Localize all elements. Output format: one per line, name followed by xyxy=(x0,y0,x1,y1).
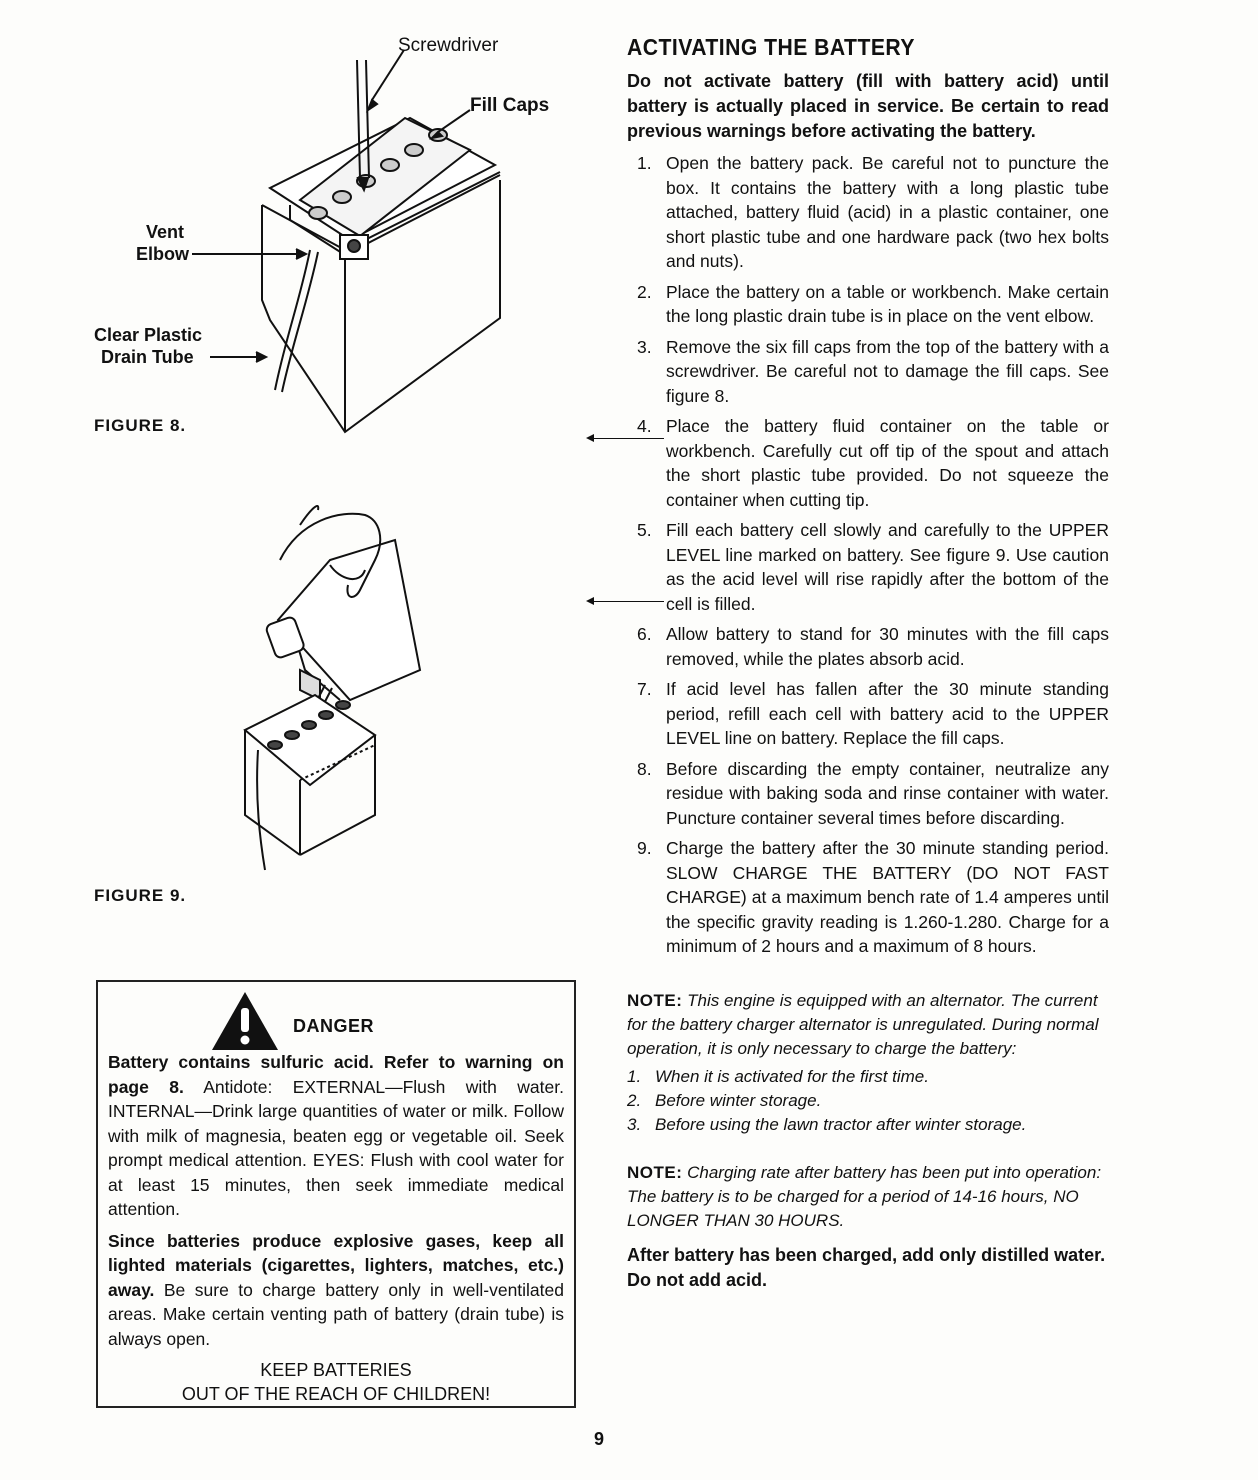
danger-warning-box xyxy=(96,980,576,1408)
keep-line-1: KEEP BATTERIES xyxy=(260,1360,412,1380)
label-fill-caps: Fill Caps xyxy=(470,95,550,116)
page-number: 9 xyxy=(594,1429,605,1449)
note-list-item xyxy=(627,1089,1109,1113)
note-text: This engine is equipped with an alternator. The current for the battery charger alternator is unregulated. During normal operation, it is only necessary to charge the battery: xyxy=(627,990,1099,1058)
step-item xyxy=(627,414,1109,512)
label-drain-tube: Drain Tube xyxy=(101,347,194,367)
step-text: If acid level has fallen after the 30 minute standing period, refill each cell with battery acid to the UPPER LEVEL line on battery. Replace the fill caps. xyxy=(666,679,1109,748)
battery-with-screwdriver-illustration xyxy=(0,0,600,450)
step-text: Remove the six fill caps from the top of the battery with a screwdriver. Be careful not to damage the fill caps. See figure 8. xyxy=(666,336,1109,406)
step-item xyxy=(627,335,1109,409)
note-charging-rate xyxy=(627,1161,1109,1233)
step-3-pointer-arrow xyxy=(592,438,664,439)
step-item xyxy=(627,518,1109,616)
keep-line-2: OUT OF THE REACH OF CHILDREN! xyxy=(181,1384,491,1404)
note-item-number: 3. xyxy=(627,1114,642,1134)
keep-batteries-notice xyxy=(108,1358,564,1406)
label-elbow: Elbow xyxy=(136,244,189,264)
danger-title: DANGER xyxy=(293,1016,375,1036)
note-list-item xyxy=(627,1065,1109,1089)
warning-triangle-icon xyxy=(210,990,280,1052)
activation-instructions xyxy=(627,34,1109,1293)
label-clear-plastic: Clear Plastic xyxy=(94,325,203,345)
note-text: Charging rate after battery has been put into operation: The battery is to be charged for a period of 14-16 hours, NO LONGER THAN 30 HOURS. xyxy=(627,1162,1102,1230)
step-item xyxy=(627,677,1109,751)
step-text: Open the battery pack. Be careful not to puncture the box. It contains the battery with a long plastic tube attached, battery fluid (acid) in a plastic container, one short plastic tube and one hardware pack (two hex bolts and nuts). xyxy=(666,153,1109,271)
final-instruction: After battery has been charged, add only distilled water. Do not add acid. xyxy=(627,1244,1106,1290)
note-charge-list xyxy=(627,1065,1109,1137)
step-number: 6. xyxy=(637,624,652,644)
note-item-number: 2. xyxy=(627,1090,642,1110)
intro-warning: Do not activate battery (fill with battery acid) until battery is actually placed in service. Be certain to read previous warnings before activating the battery. xyxy=(627,71,1109,141)
step-number: 4. xyxy=(637,416,652,436)
step-item xyxy=(627,836,1109,959)
filling-battery-illustration xyxy=(0,470,600,910)
danger-paragraph-1 xyxy=(108,1050,564,1222)
label-screwdriver: Screwdriver xyxy=(398,35,499,56)
step-number: 9. xyxy=(637,838,652,858)
step-text: Place the battery on a table or workbench. Make certain the long plastic drain tube is in place on the vent elbow. xyxy=(666,281,1109,326)
note-item-number: 1. xyxy=(627,1066,642,1086)
step-text: Fill each battery cell slowly and carefully to the UPPER LEVEL line marked on battery. See figure 9. Use caution as the acid level will rise rapidly after the bottom of the cell is filled. xyxy=(666,520,1109,614)
note-label: NOTE: xyxy=(627,990,683,1010)
note-alternator xyxy=(627,989,1109,1137)
steps-list xyxy=(627,151,1109,959)
step-item xyxy=(627,757,1109,831)
step-item xyxy=(627,622,1109,671)
danger-p1-bold: Battery contains sulfuric acid. Refer to warning on page 8. xyxy=(108,1052,564,1097)
step-text: Place the battery fluid container on the table or workbench. Carefully cut off tip of the spout and attach the short plastic tube provided. Do not squeeze the container when cutting tip. xyxy=(666,416,1109,510)
step-number: 2. xyxy=(637,281,652,302)
step-number: 7. xyxy=(637,679,652,699)
step-number: 8. xyxy=(637,758,652,779)
note-item-text: Before using the lawn tractor after winter storage. xyxy=(655,1114,1027,1134)
figure-8 xyxy=(0,0,600,450)
note-item-text: When it is activated for the first time. xyxy=(655,1066,929,1086)
step-item xyxy=(627,280,1109,329)
step-text: Allow battery to stand for 30 minutes with the fill caps removed, while the plates absorb acid. xyxy=(666,624,1109,669)
section-heading: ACTIVATING THE BATTERY xyxy=(627,34,915,60)
step-number: 5. xyxy=(637,520,652,540)
note-list-item xyxy=(627,1113,1109,1137)
note-label: NOTE: xyxy=(627,1162,683,1182)
step-text: Before discarding the empty container, neutralize any residue with baking soda and rinse container with water. Puncture container several times before discarding. xyxy=(666,758,1109,828)
note-item-text: Before winter storage. xyxy=(655,1090,822,1110)
danger-p2-bold: Since batteries produce explosive gases, keep all lighted materials (cigarettes, lighters, matches, etc.) away. xyxy=(108,1230,564,1300)
step-5-pointer-arrow xyxy=(592,601,664,602)
step-number: 1. xyxy=(637,153,652,173)
danger-paragraph-2 xyxy=(108,1229,564,1352)
figure-9-caption: FIGURE 9. xyxy=(94,886,187,905)
step-number: 3. xyxy=(637,336,652,357)
danger-p2-rest: Be sure to charge battery only in well-ventilated areas. Make certain venting path of battery (drain tube) is always open. xyxy=(108,1279,564,1349)
figure-9 xyxy=(0,470,600,910)
danger-p1-rest: Antidote: EXTERNAL—Flush with water. INTERNAL—Drink large quantities of water or milk. Follow with milk of magnesia, beaten egg or vegetable oil. Seek prompt medical attention. EYES: Flush with cool water for at least 15 minutes, then seek immediate medical attention. xyxy=(108,1076,564,1219)
step-item xyxy=(627,151,1109,274)
danger-body xyxy=(108,1050,564,1406)
figure-8-caption: FIGURE 8. xyxy=(94,416,187,435)
step-text: Charge the battery after the 30 minute standing period. SLOW CHARGE THE BATTERY (DO NOT FAST CHARGE) at a maximum bench rate of 1.4 amperes until the specific gravity reading is 1.260-1.280. Charge for a minimum of 2 hours and a maximum of 8 hours. xyxy=(666,838,1109,956)
label-vent: Vent xyxy=(146,222,185,242)
